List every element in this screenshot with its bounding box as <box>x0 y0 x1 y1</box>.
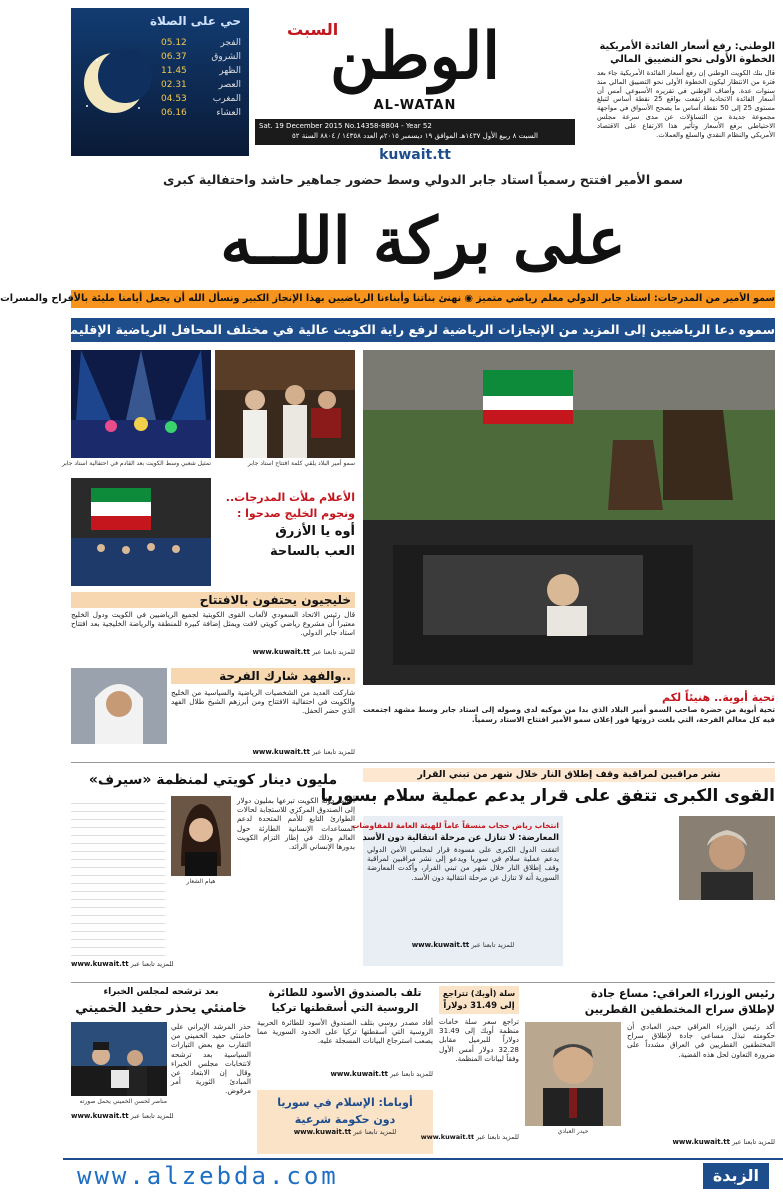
masthead-day: السبت <box>287 20 339 39</box>
obama-title-2: دون حكومة شرعية <box>294 1113 396 1126</box>
prayer-title: حي على الصلاة <box>149 14 241 28</box>
gulf-story-title: خليجيون يحتفون بالافتتاح <box>71 592 355 608</box>
footer-brand-text: الزبدة <box>712 1166 759 1185</box>
footer-bar <box>63 1158 783 1193</box>
follow-label: للمزيد تابعنا عبر <box>312 748 355 756</box>
million-body-right: أعلنت دولة الكويت تبرعها بمليون دولار إلى الصندوق المركزي للاستجابة لحالات الطوارئ التابع للأمم المتحدة لدعم المساعدات الإنسانية الطارئة حول العالم وذلك في إطار التزام الكويت بدورها الإنساني الرائد. <box>237 796 355 852</box>
section-divider-2 <box>71 982 775 983</box>
stadium-story-title-4: العب بالساحة <box>270 544 355 559</box>
prayer-list <box>161 36 241 120</box>
masthead-logo: الوطن <box>330 19 500 94</box>
follow-label: للمزيد تابعنا عبر <box>471 941 515 949</box>
opec-title-2: إلى 31.49 دولاراً <box>443 1001 515 1011</box>
follow-url[interactable]: www.kuwait.tt <box>330 1070 388 1078</box>
obama-title-1: أوباما: الإسلام في سوريا <box>277 1096 413 1109</box>
prayer-time: 05.12 <box>161 38 187 48</box>
turkey-title-2: الروسية التي أسقطتها تركيا <box>271 1002 419 1014</box>
prayer-row <box>161 50 241 64</box>
opec-title-box <box>439 986 519 1014</box>
main-kicker: سمو الأمير افتتح رسمياً استاد جابر الدولي وسط حضور جماهير حاشد واحتفالية كبرى <box>162 172 684 187</box>
stadium-story <box>215 490 355 586</box>
follow-url[interactable]: www.kuwait.tt <box>252 748 310 756</box>
fahad-story-title: ..والفهد شارك الفرحة <box>171 668 355 684</box>
turkey-title-1: تلف بالصندوق الأسود للطائرة <box>268 987 422 999</box>
iraq-story <box>525 986 775 1154</box>
khomeini-body: حذر المرشد الإيراني علي خامنئي حفيد الخميني من التقارب مع بعض التيارات السياسية بعد ترشحه لانتخابات مجلس الخبراء وقال إن الابتعاد عن المبادئ الثورية أمر مرفوض. <box>171 1022 251 1096</box>
prayer-name: الفجر <box>220 38 241 48</box>
photo-emir-speech <box>215 350 355 458</box>
iraq-body: أكد رئيس الوزراء العراقي حيدر العبادي أن حكومته تبذل مساعي جادة لإطلاق سراح المختطفين القطريين في العراق مشدداً على ضرورة التعاون لحل هذه القضية. <box>627 1022 775 1059</box>
syria-sub-body: اتفقت الدول الكبرى على مسودة قرار لمجلس الأمن الدولي يدعم عملية سلام في سوريا ويدعو إلى نشر مراقبين لمراقبة وقف إطلاق النار خلال شهر من تبني القرار، وأكدت المعارضة السورية أنه لا تنازل عن مرحلة انتقالية دون الأسد. <box>367 845 559 882</box>
photo-stadium-flags <box>71 478 211 586</box>
syria-kicker: نشر مراقبين لمراقبة وقف إطلاق النار خلال شهر من تبني القرار <box>363 768 775 782</box>
masthead-date-bar <box>255 119 575 145</box>
prayer-row <box>161 78 241 92</box>
top-story-body: قال بنك الكويت الوطني إن رفع أسعار الفائدة الأمريكية جاء بعد فترة من الانتظار ليكون الخطوة الأولى نحو التضييق المالي منذ سنوات عدة. وأضاف الوطني في تقريره الأسبوعي أمس أن أسعار الفائدة الاتحادية ارتفعت بواقع 25 نقطة أساس لتبلغ مستوى 25 إلى 50 نقطة أساس ما يصحح الأسواق في مواجهة مجموعة جديدة من التساؤلات عن مدى سرعة مجلس الاحتياطي برفع الأسعار وتأثير هذا الارتفاع على الاقتصاد الأمريكي والنظام النقدي والسلع والعملات. <box>597 69 776 139</box>
follow-label: للمزيد تابعنا عبر <box>130 960 174 968</box>
masthead-date-ar: السبت ٨ ربيع الأول ١٤٣٧هـ الموافق ١٩ ديسمبر ٢٠١٥م العدد ١٤٣٥٨ / ٨٨٠٤ السنة ٥٢ <box>292 132 538 140</box>
turkey-follow-line <box>257 1070 433 1078</box>
masthead-date-en: Sat. 19 December 2015 No.14358-8804 - Year 52 <box>259 122 432 130</box>
follow-label: للمزيد تابعنا عبر <box>130 1112 174 1120</box>
follow-label: للمزيد تابعنا عبر <box>312 648 355 656</box>
million-follow-line <box>71 960 174 968</box>
fahad-story <box>71 668 355 764</box>
syria-story <box>320 768 775 978</box>
opec-title-1: سلة (أوبك) تتراجع <box>442 989 516 998</box>
prayer-time: 04.53 <box>161 94 187 104</box>
photo-stadium-show <box>71 350 211 458</box>
prayer-name: الظهر <box>219 66 241 76</box>
crescent-moon-icon <box>79 48 149 118</box>
opec-story <box>420 986 519 1154</box>
syria-title: القوى الكبرى تتفق على قرار يدعم عملية سلام بسوريا <box>320 786 775 806</box>
fahad-story-follow-line <box>252 748 355 756</box>
syria-follow-line <box>367 941 559 949</box>
emir-caption-body: تحية أبوية من حضرة صاحب السمو أمير البلاد الذي بدا من موكبه لدى وصوله إلى استاد جابر وسط مشهد اجتمعت فيه كل معالم الفرحة، التي بلغت ذروتها فور إعلان سمو الأمير افتتاح الاستاد رسمياً. <box>363 705 775 724</box>
stadium-story-title-3: أوه يا الأزرق <box>275 524 355 539</box>
follow-label: للمزيد تابعنا عبر <box>476 1133 519 1141</box>
masthead <box>255 12 575 164</box>
follow-label: للمزيد تابعنا عبر <box>390 1070 433 1078</box>
photo-emir-speech-caption: سمو أمير البلاد يلقي كلمة افتتاح استاد جابر <box>247 460 355 467</box>
main-banner-orange: سمو الأمير من المدرجات: استاد جابر الدولي معلم رياضي متميز ◉ نهنئ بناتنا وأبناءنا الرياضيين بهذا الإنجاز الكبير ونسأل الله أن يجعل أيامنا مليئة بالأفراح والمسرات <box>71 290 775 308</box>
million-body-left <box>71 796 165 956</box>
opec-follow-line <box>420 1133 519 1141</box>
follow-label: للمزيد تابعنا عبر <box>353 1128 397 1136</box>
khomeini-photo-caption: مناصر لحسن الخميني يحمل صورته <box>79 1098 167 1105</box>
follow-url[interactable]: www.kuwait.tt <box>71 1112 129 1120</box>
follow-url[interactable]: www.kuwait.tt <box>672 1138 730 1146</box>
main-banner-blue: سموه دعا الرياضيين إلى المزيد من الإنجازات الرياضية لرفع راية الكويت عالية في مختلف المحافل الرياضية الإقليمية والدولية <box>71 318 775 342</box>
photo-million-woman <box>171 796 231 876</box>
emir-caption-box <box>363 690 775 748</box>
follow-url[interactable]: www.kuwait.tt <box>71 960 129 968</box>
prayer-name: العصر <box>218 80 241 90</box>
masthead-site[interactable]: kuwait.tt <box>379 147 451 163</box>
prayer-row <box>161 92 241 106</box>
gulf-story <box>71 592 355 656</box>
opec-body: تراجع سعر سلة خامات منظمة أوبك إلى 31.49 دولاراً للبرميل مقابل 32.28 دولار أمس الأول وفقاً لبيانات المنظمة. <box>439 1017 519 1063</box>
turkey-body: أفاد مصدر روسي بتلف الصندوق الأسود للطائرة الحربية الروسية التي أسقطتها تركيا على الحدود السورية مما يصعب استرجاع البيانات المسجلة عليه. <box>257 1018 433 1046</box>
main-headline: على بركة اللــه <box>220 204 626 279</box>
follow-url[interactable]: www.kuwait.tt <box>293 1128 352 1136</box>
syria-sub-title: المعارضة: لا تنازل عن مرحلة انتقالية دون الأسد <box>362 832 559 842</box>
stadium-story-title-1: الأعلام ملأت المدرجات.. <box>225 491 355 504</box>
prayer-row <box>161 106 241 120</box>
photo-khomeini <box>71 1022 167 1096</box>
turkey-story <box>257 986 433 1084</box>
prayer-times-box <box>71 8 249 156</box>
footer-site[interactable]: www.alzebda.com <box>77 1162 339 1190</box>
follow-url[interactable]: www.kuwait.tt <box>411 941 470 949</box>
top-story <box>597 40 775 160</box>
prayer-row <box>161 36 241 50</box>
masthead-latin: AL-WATAN <box>373 98 457 113</box>
abadi-photo-caption: حيدر العبادي <box>557 1128 589 1135</box>
section-divider <box>71 762 775 763</box>
emir-caption-title: تحية أبوية.. هنيئاً لكم <box>661 691 775 704</box>
gulf-story-body: قال رئيس الاتحاد السعودي لألعاب القوى الكويتية لجميع الرياضيين في الكويت ودول الخليج معتبرا أن مشروع رياضي كويتي لافت ويمثل إضافة كبيرة للمنطقة والرياضة الخليجية بعد افتتاح استاد جابر الدولي. <box>71 610 355 638</box>
photo-emir-arrival <box>363 350 775 685</box>
photo-stadium-show-caption: تمثيل شعبي وسط الكويت بعد القادم في احتفالية استاد جابر <box>61 460 211 467</box>
follow-url[interactable]: www.kuwait.tt <box>420 1133 475 1141</box>
iraq-title-1: رئيس الوزراء العراقي: مساع جادة <box>591 987 775 1000</box>
prayer-name: الشروق <box>211 52 241 62</box>
obama-story <box>257 1090 433 1154</box>
prayer-name: المغرب <box>212 94 241 104</box>
prayer-time: 11.45 <box>161 66 187 76</box>
fahad-story-body: شاركت العديد من الشخصيات الرياضية والسياسية من الخليج والكويت في احتفالية الافتتاح ومن أبرزهم الشيخ طلال الفهد الذي حضر الحفل. <box>171 688 355 716</box>
million-title: مليون دينار كويتي لمنظمة «سيرف» <box>88 772 338 788</box>
prayer-time: 06.16 <box>161 108 187 118</box>
million-story <box>71 768 355 978</box>
iraq-title-2: لإطلاق سراح المختطفين القطريين <box>584 1003 775 1016</box>
obama-follow-line <box>261 1128 429 1136</box>
khomeini-kicker: بعد ترشحه لمجلس الخبراء <box>103 987 219 997</box>
million-photo-caption: هيام الشعار <box>186 878 216 885</box>
footer-brand <box>703 1163 769 1189</box>
syria-sub-box <box>351 816 563 966</box>
khomeini-follow-line <box>71 1112 174 1120</box>
follow-url[interactable]: www.kuwait.tt <box>252 648 310 656</box>
gulf-story-follow-line <box>71 648 355 656</box>
prayer-time: 06.37 <box>161 52 187 62</box>
stadium-story-title-2: ونجوم الخليج صدحوا : <box>236 507 355 520</box>
prayer-time: 02.31 <box>161 80 187 90</box>
khomeini-story <box>71 986 251 1154</box>
top-story-title-2: الخطوة الأولى نحو التضييق المالي <box>610 54 775 65</box>
prayer-name: العشاء <box>216 108 241 118</box>
follow-label: للمزيد تابعنا عبر <box>732 1138 775 1146</box>
khomeini-title: خامنئي يحذر حفيد الخميني <box>75 1001 247 1016</box>
photo-fahad <box>71 668 167 744</box>
top-story-title-1: الوطني: رفع أسعار الفائدة الأمريكية <box>599 41 775 52</box>
syria-sub-head: انتخاب رياض حجاب منسقاً عاماً للهيئة العامة للمفاوضات <box>351 821 559 830</box>
photo-abadi <box>525 1022 621 1126</box>
prayer-row <box>161 64 241 78</box>
photo-syria-minister <box>679 816 775 900</box>
iraq-follow-line <box>672 1138 775 1146</box>
